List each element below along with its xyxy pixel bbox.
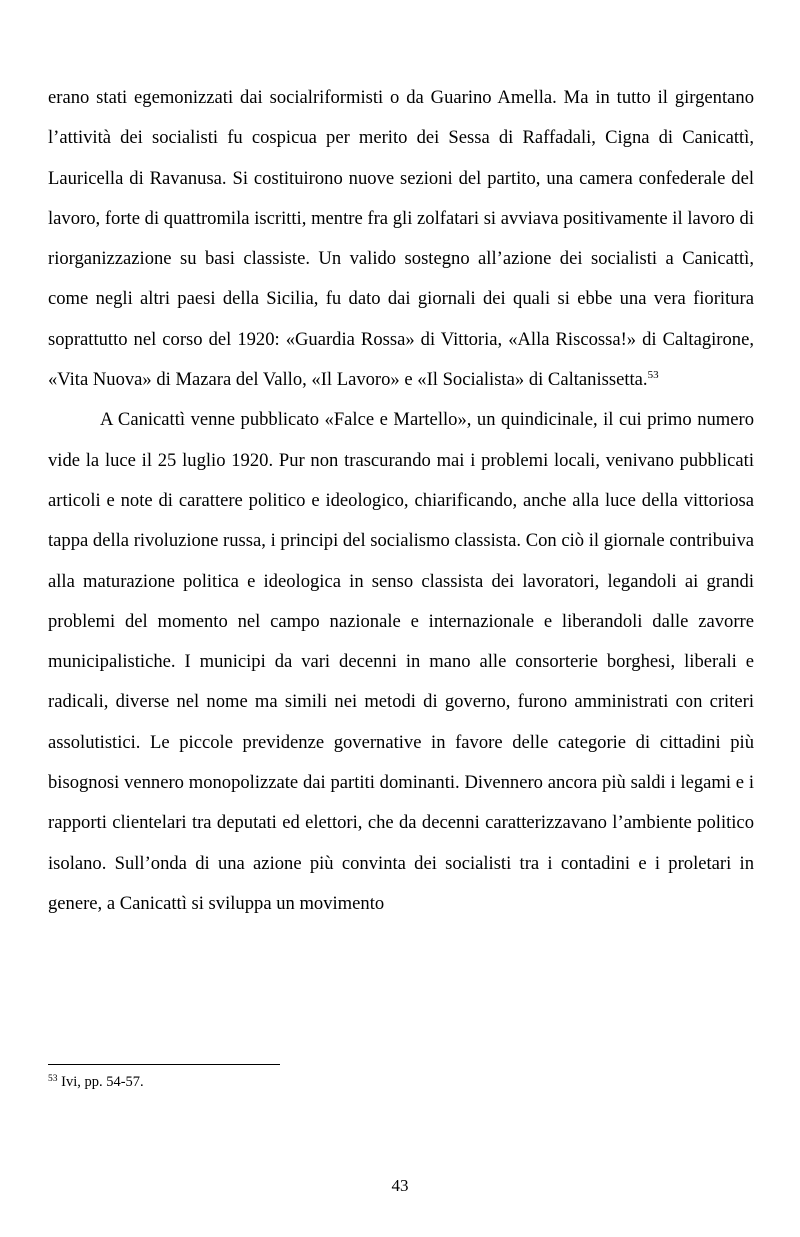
footnote-number: 53 <box>48 1074 58 1084</box>
footnote-text: Ivi, pp. 54-57. <box>61 1074 144 1090</box>
page-number: 43 <box>391 1176 409 1195</box>
paragraph-1-text: erano stati egemonizzati dai socialriformisti o da Guarino Amella. Ma in tutto il girgentano l’attività dei socialisti fu cospicua per merito dei Sessa di Raffadali, Cigna di Canicattì, Lauricella di Ravanusa. Si costituirono nuove sezioni del partito, una camera confederale del lavoro, forte di quattromila iscritti, mentre fra gli zolfatari si avviava positivamente il lavoro di riorganizzazione su basi classiste. Un valido sostegno all’azione dei socialisti a Canicattì, come negli altri paesi della Sicilia, fu dato dai giornali dei quali si ebbe una vera fioritura soprattutto nel corso del 1920: «Guardia Rossa» di Vittoria, «Alla Riscossa!» di Caltagirone, «Vita Nuova» di Mazara del Vallo, «Il Lavoro» e «Il Socialista» di Caltanissetta. <box>48 87 754 391</box>
footnote-divider <box>48 1064 280 1065</box>
footnote-reference-53[interactable]: 53 <box>647 369 659 382</box>
paragraph-2 <box>48 400 754 924</box>
page-body <box>48 78 754 924</box>
paragraph-1 <box>48 78 754 400</box>
paragraph-2-text: A Canicattì venne pubblicato «Falce e Martello», un quindicinale, il cui primo numero vide la luce il 25 luglio 1920. Pur non trascurando mai i problemi locali, venivano pubblicati articoli e note di carattere politico e ideologico, chiarificando, anche alla luce della vittoriosa tappa della rivoluzione russa, i principi del socialismo classista. Con ciò il giornale contribuiva alla maturazione politica e ideologica in senso classista dei lavoratori, legandoli ai grandi problemi del momento nel campo nazionale e internazionale e liberandoli dalle zavorre municipalistiche. I municipi da vari decenni in mano alle consorterie borghesi, liberali e radicali, diverse nel nome ma simili nei metodi di governo, furono amministrati con criteri assolutistici. Le piccole previdenze governative in favore delle categorie di cittadini più bisognosi vennero monopolizzate dai partiti dominanti. Divennero ancora più saldi i legami e i rapporti clientelari tra deputati ed elettori, che da decenni caratterizzavano l’ambiente politico isolano. Sull’onda di una azione più convinta dei socialisti tra i contadini e i proletari in genere, a Canicattì si sviluppa un movimento <box>48 409 754 914</box>
footnote-53 <box>48 1073 144 1091</box>
